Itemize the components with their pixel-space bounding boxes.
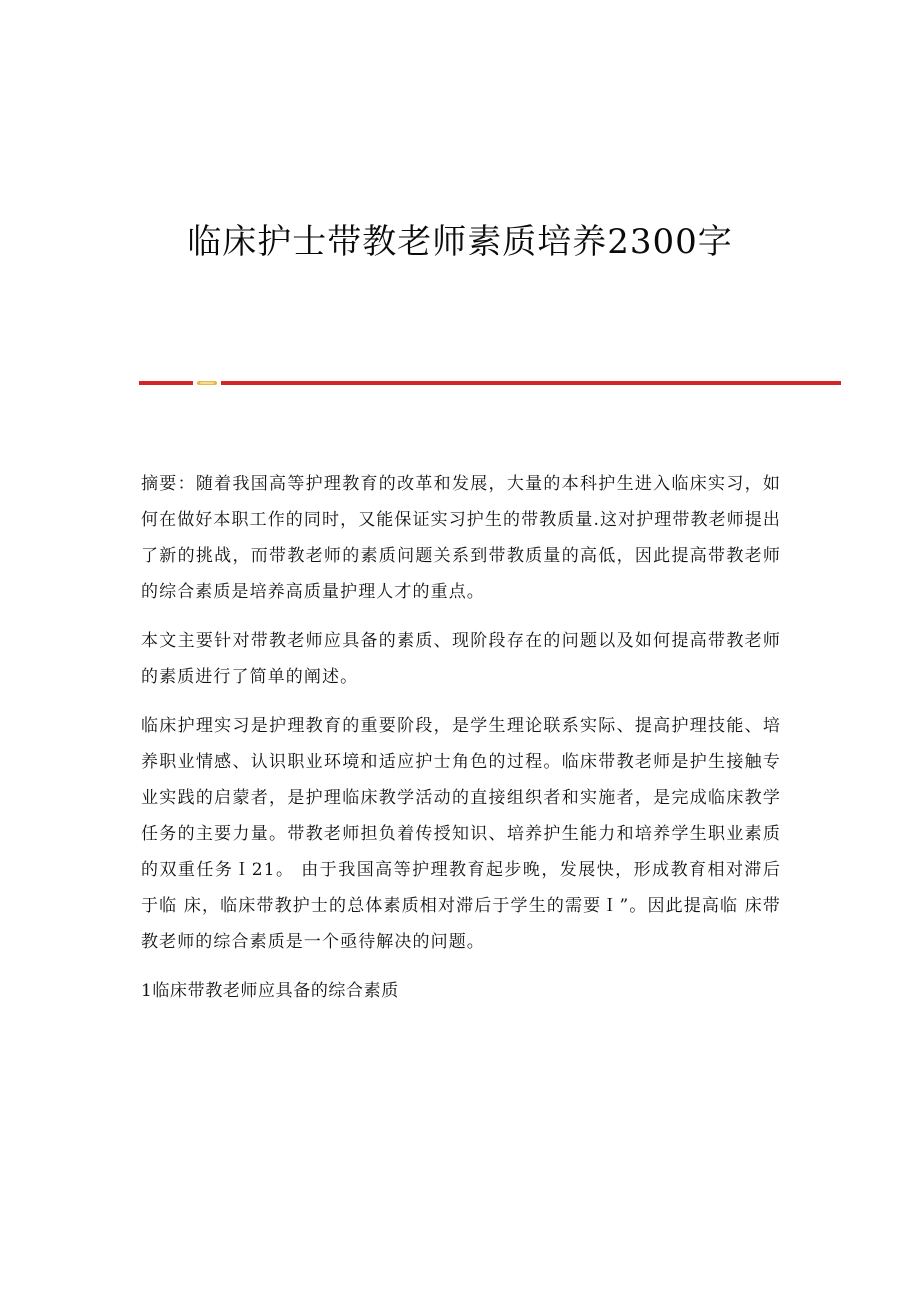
intro-paragraph: 本文主要针对带教老师应具备的素质、现阶段存在的问题以及如何提高带教老师的素质进行了简单的阐述。 bbox=[141, 631, 781, 687]
divider-right-segment bbox=[221, 381, 841, 385]
divider-ornament-icon bbox=[197, 380, 217, 386]
document-body bbox=[141, 466, 781, 1009]
title-divider bbox=[139, 380, 841, 386]
section-heading: 1临床带教老师应具备的综合素质 bbox=[141, 981, 399, 1001]
document-title: 临床护士带教老师素质培养2300字 bbox=[187, 222, 733, 262]
divider-left-segment bbox=[139, 381, 193, 385]
abstract-paragraph: 摘要：随着我国高等护理教育的改革和发展，大量的本科护生进入临床实习，如何在做好本职工作的同时，又能保证实习护生的带教质量.这对护理带教老师提出了新的挑战，而带教老师的素质问题关系到带教质量的高低，因此提高带教老师的综合素质是培养高质量护理人才的重点。 bbox=[141, 474, 782, 602]
background-paragraph: 临床护理实习是护理教育的重要阶段，是学生理论联系实际、提高护理技能、培养职业情感、认识职业环境和适应护士角色的过程。临床带教老师是护生接触专业实践的启蒙者，是护理临床教学活动的直接组织者和实施者，是完成临床教学任务的主要力量。带教老师担负着传授知识、培养护生能力和培养学生职业素质的双重任务Ｉ21。 由于我国高等护理教育起步晚，发展快，形成教育相对滞后于临 床，临床带教护士的总体素质相对滞后于学生的需要Ｉ”。因此提高临 床带教老师的综合素质是一个亟待解决的问题。 bbox=[141, 716, 781, 952]
